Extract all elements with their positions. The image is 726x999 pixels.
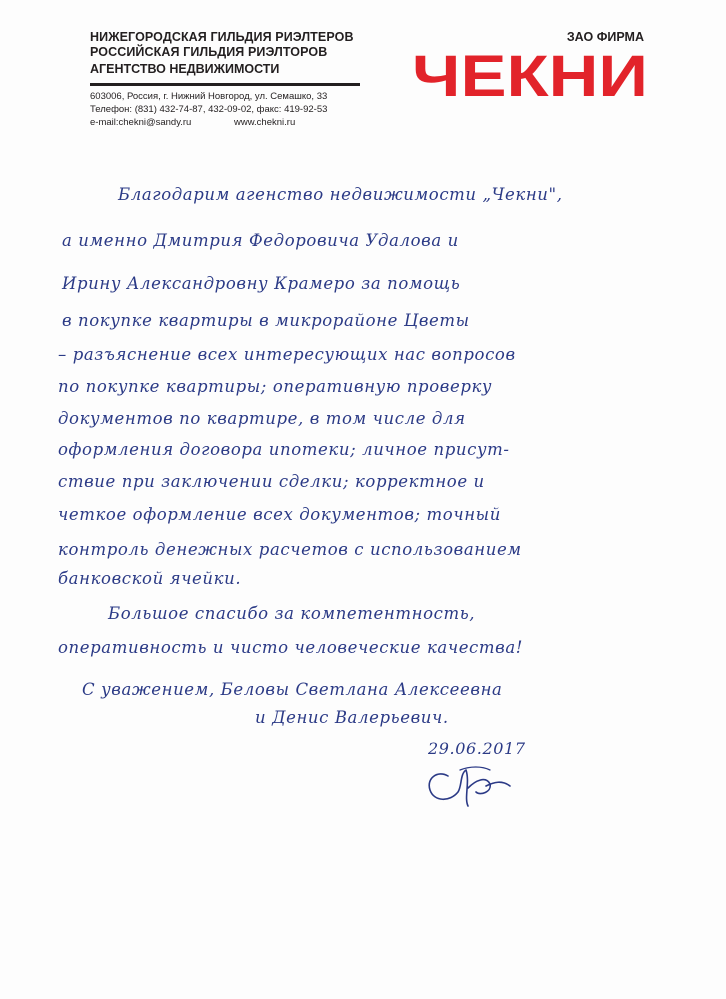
letter-line-3: Ирину Александровну Крамеро за помощь [62, 274, 461, 293]
org-line-1: НИЖЕГОРОДСКАЯ ГИЛЬДИЯ РИЭЛТЕРОВ [90, 30, 354, 44]
email-link: e-mail:chekni@sandy.ru [90, 117, 192, 128]
letter-line-12: банковской ячейки. [58, 569, 242, 588]
letter-line-8: оформления договора ипотеки; личное присут- [58, 440, 510, 459]
signature-icon [420, 762, 520, 812]
chekni-logo-icon [410, 44, 650, 106]
org-line-2: РОССИЙСКАЯ ГИЛЬДИЯ РИЭЛТОРОВ [90, 45, 328, 59]
letter-line-11: контроль денежных расчетов с использованием [58, 540, 522, 559]
letter-line-10: четкое оформление всех документов; точный [58, 505, 501, 524]
letter-line-14: оперативность и чисто человеческие качества! [58, 638, 524, 657]
website-link: www.chekni.ru [233, 117, 296, 128]
letter-line-7: документов по квартире, в том числе для [58, 409, 466, 428]
letter-date: 29.06.2017 [428, 739, 526, 758]
company-type: ЗАО ФИРМА [566, 30, 644, 44]
letterhead-contacts [90, 117, 295, 128]
phones: Телефон: (831) 432-74-87, 432-09-02, факс: 419-92-53 [90, 103, 328, 115]
letter-line-5: – разъяснение всех интересующих нас вопросов [58, 345, 516, 364]
letter-line-16: и Денис Валерьевич. [255, 708, 449, 727]
address: 603006, Россия, г. Нижний Новгород, ул. Семашко, 33 [90, 91, 328, 102]
letter-line-6: по покупке квартиры; оперативную проверку [58, 377, 493, 396]
letterhead-organization [90, 30, 390, 77]
letter-line-15: С уважением, Беловы Светлана Алексеевна [82, 680, 503, 699]
letterhead-brand [410, 30, 660, 106]
letterhead-address-block [90, 91, 327, 116]
brand-logo-text: ЧЕКНИ [412, 44, 648, 106]
letter-line-2: а именно Дмитрия Федоровича Удалова и [62, 231, 459, 250]
agency-title: АГЕНТСТВО НЕДВИЖИМОСТИ [90, 62, 280, 76]
letter-line-9: ствие при заключении сделки; корректное и [58, 472, 485, 491]
letter-line-4: в покупке квартиры в микрорайоне Цветы [62, 311, 470, 330]
letterhead-divider [90, 83, 360, 86]
letter-line-13: Большое спасибо за компетентность, [108, 604, 476, 623]
letter-line-1: Благодарим агенство недвижимости „Чекни", [118, 185, 563, 204]
